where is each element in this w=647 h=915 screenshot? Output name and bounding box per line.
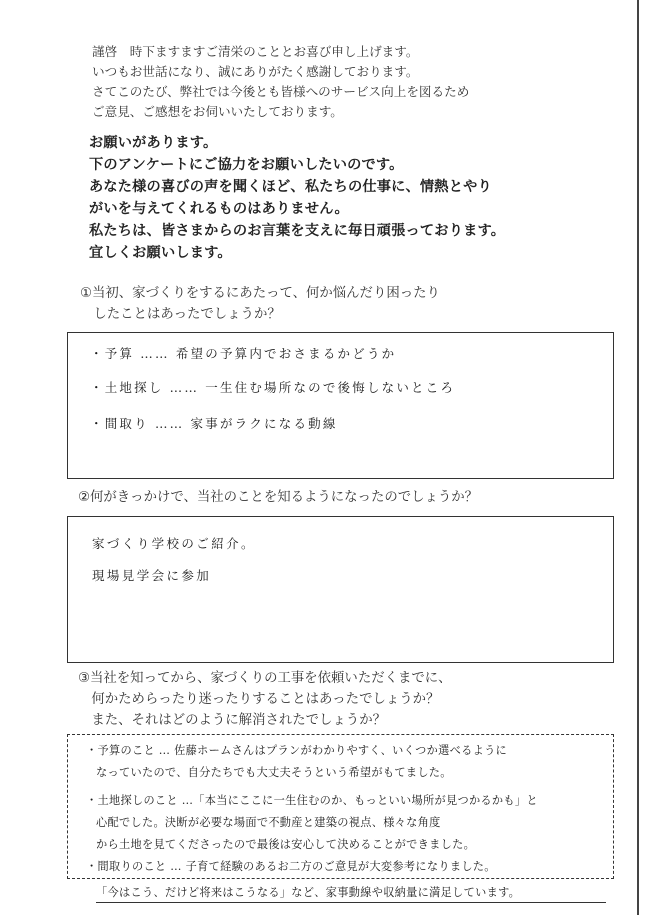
answer-1-line: ・土地探し …… 一生住む場所なので後悔しないところ — [90, 380, 456, 395]
intro-line: ご意見、ご感想をお伺いいたしております。 — [92, 104, 343, 119]
handwritten-underline — [96, 902, 606, 903]
answer-3-line: なっていたので、自分たちでも大丈夫そうという希望がもてました。 — [96, 766, 452, 779]
answer-2-line: 家づくり学校のご紹介。 — [92, 536, 256, 551]
request-line: 下のアンケートにご協力をお願いしたいのです。 — [89, 157, 404, 173]
question-line: ②何がきっかけで、当社のことを知るようになったのでしょうか？ — [78, 490, 479, 505]
question-line: ①当初、家づくりをするにあたって、何か悩んだり困ったり — [80, 286, 440, 301]
question-line: 何かためらったり迷ったりすることはあったでしょうか？ — [78, 692, 440, 707]
answer-3-line: ・間取りのこと … 子育て経験のあるお二方のご意見が大変参考になりました。 — [86, 860, 496, 873]
request-paragraph — [89, 132, 647, 264]
request-line: お願いがあります。 — [89, 135, 218, 151]
question-line: したことはあったでしょうか？ — [80, 307, 281, 322]
question-3 — [78, 668, 452, 731]
intro-line: 謹啓 時下ますますご清栄のこととお喜び申し上げます。 — [92, 44, 419, 59]
answer-1-line: ・間取り …… 家事がラクになる動線 — [90, 416, 338, 431]
answer-3-line: ・予算のこと … 佐藤ホームさんはプランがわかりやすく、いくつか選べるように — [86, 744, 508, 757]
answer-3-line: から土地を見てくださったので最後は安心して決めることができました。 — [96, 838, 476, 851]
answer-1-line: ・予算 …… 希望の予算内でおさまるかどうか — [90, 346, 397, 361]
question-line: ③当社を知ってから、家づくりの工事を依頼いただくまでに、 — [78, 671, 452, 686]
question-2 — [78, 487, 478, 508]
intro-line: さてこのたび、弊社では今後とも皆様へのサービス向上を図るため — [92, 84, 470, 99]
answer-3-line: 「今はこう、だけど将来はこうなる」など、家事動線や収納量に満足しています。 — [96, 886, 521, 899]
answer-2-line: 現場見学会に参加 — [92, 568, 212, 583]
question-line: また、それはどのように解消されたでしょうか？ — [78, 713, 386, 728]
answer-3-line: ・土地探しのこと …「本当にここに一生住むのか、もっといい場所が見つかるかも」と — [86, 794, 538, 807]
intro-line: いつもお世話になり、誠にありがたく感謝しております。 — [92, 64, 419, 79]
intro-paragraph — [92, 42, 647, 122]
request-line: がいを与えてくれるものはありません。 — [89, 201, 349, 217]
answer-3-line: 心配でした。決断が必要な場面で不動産と建築の視点、様々な角度 — [96, 816, 441, 829]
request-line: 宜しくお願いします。 — [89, 245, 232, 261]
request-line: 私たちは、皆さまからのお言葉を支えに毎日頑張っております。 — [89, 223, 506, 239]
question-1 — [80, 283, 440, 325]
request-line: あなた様の喜びの声を聞くほど、私たちの仕事に、情熱とやり — [89, 179, 492, 195]
